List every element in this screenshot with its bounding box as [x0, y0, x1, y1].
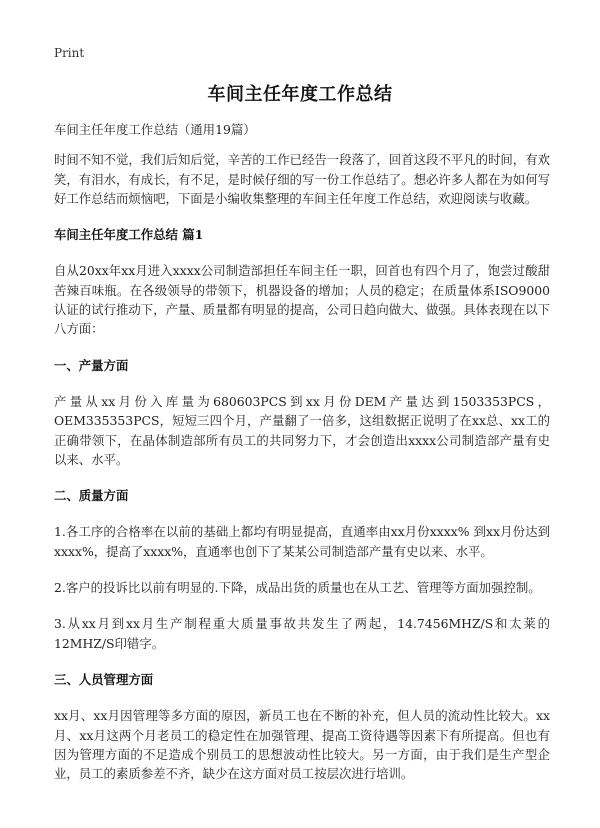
heading-production: 一、产量方面 [54, 357, 129, 373]
paragraph-quality-2: 2.客户的投诉比以前有明显的.下降，成品出货的质量也在从工艺、管理等方面加强控制。 [54, 580, 541, 596]
intro-paragraph: 时间不知不觉，我们后知后觉，辛苦的工作已经告一段落了，回首这段不平凡的时间，有欢笑，有泪水，有成长，有不足，是时候仔细的写一份工作总结了。想必许多人都在为如何写好工作总结而烦恼吧，下面是小编收集整理的车间主任年度工作总结，欢迎阅读与收藏。 [54, 152, 550, 206]
heading-personnel: 三、人员管理方面 [54, 671, 154, 687]
document-body [54, 120, 550, 800]
section-intro-paragraph: 自从20xx年xx月进入xxxx公司制造部担任车间主任一职，回首也有四个月了，饱尝过酸甜苦辣百味瓶。在各级领导的带领下，机器设备的增加；人员的稳定；在质量体系ISO9000认证的试行推动下，产量、质量都有明显的提高，公司日趋向做大、做强。具体表现在以下八方面： [54, 263, 550, 337]
heading-quality: 二、质量方面 [54, 488, 129, 504]
paragraph-quality-1: 1.各工序的合格率在以前的基础上都均有明显提高，直通率由xx月份xxxx% 到xx月份达到xxxx%，提高了xxxx%，直通率也创下了某某公司制造部产量有史以来、水平。 [54, 524, 550, 559]
print-link[interactable]: Print [54, 46, 85, 60]
paragraph-quality-3: 3.从xx月到xx月生产制程重大质量事故共发生了两起，14.7456MHZ/S和太莱的12MHZ/S印错字。 [54, 616, 550, 651]
document-subtitle: 车间主任年度工作总结（通用19篇） [54, 122, 256, 137]
paragraph-personnel: xx月、xx月因管理等多方面的原因，新员工也在不断的补充，但人员的流动性比较大。xx月、xx月这两个月老员工的稳定性在加强管理、提高工资待遇等因素下有所提高。但也有因为管理方面的不足造成个别员工的思想波动性比较大。另一方面，由于我们是生产型企业，员工的素质参差不齐，缺少在这方面对员工按层次进行培训。 [54, 708, 550, 782]
paragraph-production: 产量从xx月份入库量为680603PCS到xx月份DEM产量达到1503353PCS，OEM335353PCS，短短三四个月，产量翻了一倍多，这组数据正说明了在xx总、xx工的正确带领下，在晶体制造部所有员工的共同努力下，才会创造出xxxx公司制造部产量有史以来、水平。 [54, 393, 550, 467]
document-title: 车间主任年度工作总结 [207, 84, 393, 105]
section-heading: 车间主任年度工作总结 篇1 [54, 227, 204, 243]
